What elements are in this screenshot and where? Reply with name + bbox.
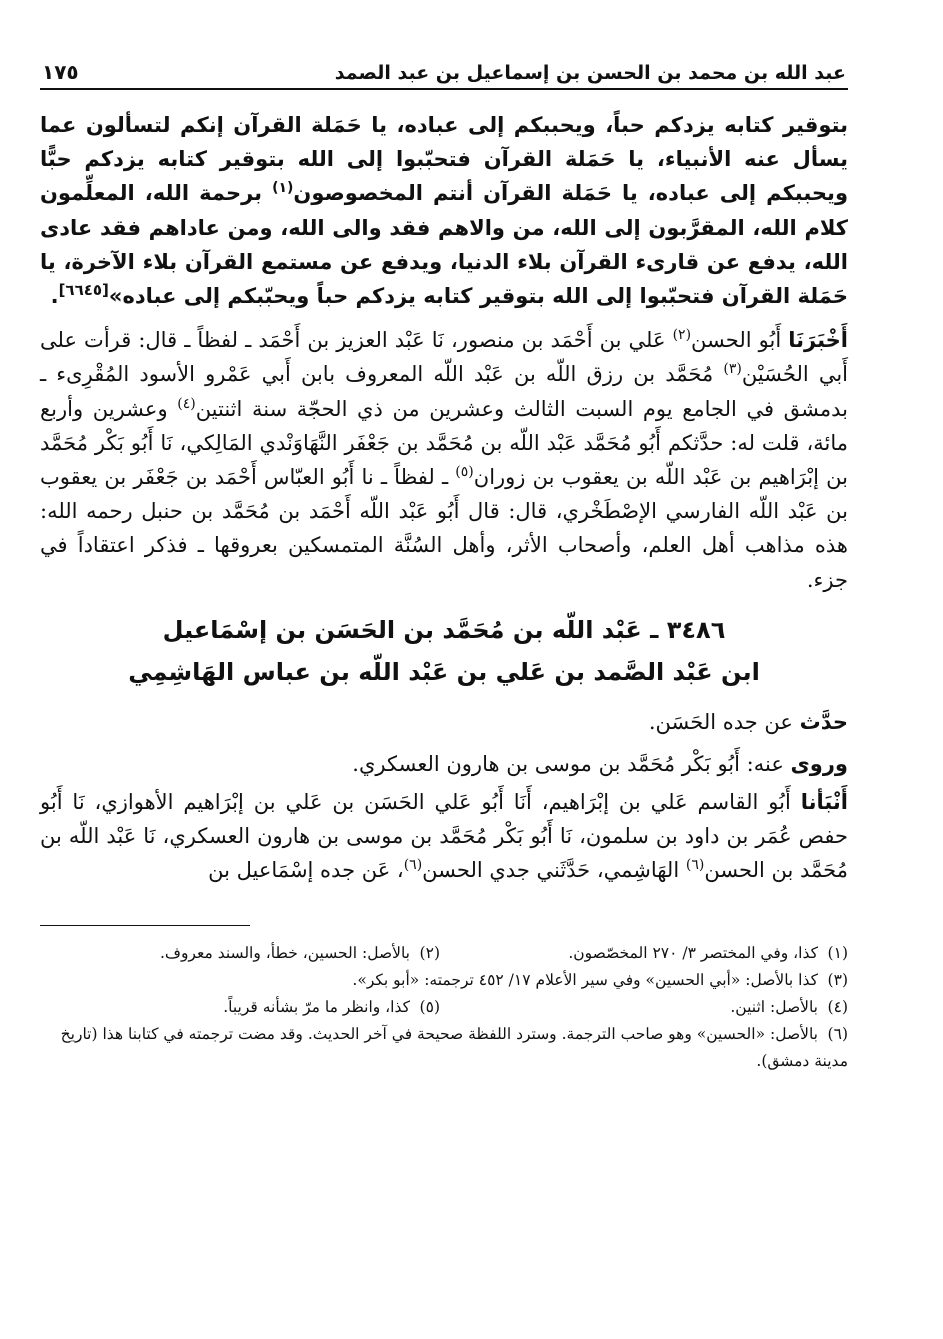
paragraph-lead-word: حدَّث — [799, 709, 848, 734]
paragraph-text: مُحَمَّد بن رزق اللّه بن عَبْد اللّه المعروف بابن أَبي عَمْرو الأسود المُقْرِىء ـ بدمشق في الجامع يوم السبت الثالث وعشرين من ذي الحجّة سنة اثنتين — [40, 362, 848, 421]
footnote-row — [40, 994, 848, 1021]
footnote-5 — [40, 994, 440, 1021]
heading-line-2: ابن عَبْد الصَّمد بن عَلي بن عَبْد اللّه بن عباس الهَاشِمِي — [128, 657, 760, 686]
running-header — [40, 50, 848, 90]
footnote-number: (٢) — [419, 944, 440, 963]
paragraph-lead-word: أَخْبَرَنَا — [788, 328, 848, 353]
hadith-reference-number: [٦٦٤٥] — [58, 281, 109, 300]
narrated-by-line — [40, 743, 848, 785]
narrated-from-line — [40, 701, 848, 743]
footnote-text: كذا بالأصل: «أبي الحسين» وفي سير الأعلام ١٧/ ٤٥٢ ترجمته: «أبو بكر». — [352, 971, 818, 990]
paragraph-text: الهَاشِمي، حَدَّثَني جدي الحسن — [422, 858, 680, 883]
paragraph-text: عَلي بن أَحْمَد بن منصور، نَا عَبْد العزيز بن أَحْمَد ـ لفظاً ـ قال: قرأت على أَبي الحُسَيْن — [40, 328, 849, 387]
footnote-1 — [448, 940, 848, 967]
footnote-number: (١) — [827, 944, 848, 963]
paragraph-text: ـ لفظاً ـ نا أَبُو العبّاس أَحْمَد بن جَعْفَر بن يعقوب بن عَبْد اللّه الفارسي الإصْطَخْري، قال: قال أَبُو عَبْد اللّه أَحْمَد بن مُحَمَّد بن حنبل رحمه الله: هذه مذاهب أهل العلم، وأصحاب الأثر، وأهل السُنَّة المتمسكين بعروقها ـ فذكر اعتقاداً في جزء. — [40, 465, 848, 592]
hadith-continuation-paragraph — [40, 108, 848, 313]
footnote-marker: (٣) — [723, 361, 742, 378]
footnote-marker: (٦) — [685, 857, 705, 874]
heading-line-1: ٣٤٨٦ ـ عَبْد اللّه بن مُحَمَّد بن الحَسَن بن إسْمَاعيل — [162, 615, 726, 644]
paragraph-end: . — [50, 284, 59, 309]
footnote-text: بالأصل: الحسين، خطأ، والسند معروف. — [159, 944, 410, 963]
biography-entry-heading — [40, 609, 848, 693]
page-body — [40, 108, 848, 1075]
footnote-number: (٦) — [827, 1025, 848, 1044]
book-page — [40, 50, 848, 1075]
paragraph-text: أَبُو الحسن — [691, 328, 782, 353]
paragraph-text: عنه: أَبُو بَكْر مُحَمَّد بن موسى بن هارون العسكري. — [352, 751, 784, 776]
paragraph-lead-word: وروى — [790, 751, 848, 776]
footnote-marker: (٢) — [672, 327, 692, 344]
footnote-row — [40, 940, 848, 967]
header-title: عبد الله بن محمد بن الحسن بن إسماعيل بن عبد الصمد — [334, 62, 846, 84]
paragraph-text: بتوقير كتابه يزدكم حباً، ويحببكم إلى عباده، يا حَمَلة القرآن إنكم لتسألون عما يسأل عنه الأنبياء، يا حَمَلة القرآن فتحبّبوا إلى الله بتوقير كتابه يزدكم حبًّا ويحببكم إلى عباده، يا حَمَلة القرآن أنتم المخصوصون — [40, 113, 848, 206]
page-number: ١٧٥ — [42, 60, 79, 84]
paragraph-text: أَبُو القاسم عَلي بن إبْرَاهيم، أَنَا أَبُو عَلي الحَسَن بن عَلي بن إبْرَاهيم الأهوازي، نَا أَبُو حفص عُمَر بن داود بن سلمون، نَا أَبُو بَكْر مُحَمَّد بن موسى بن هارون العسكري، نَا عَبْد اللّه بن مُحَمَّد بن الحسن — [40, 789, 848, 883]
footnote-text: بالأصل: «الحسين» وهو صاحب الترجمة. وسترد اللفظة صحيحة في آخر الحديث. وقد مضت ترجمته في كتابنا هذا (تاريخ مدينة دمشق). — [60, 1025, 848, 1071]
footnotes — [40, 936, 848, 1075]
paragraph-text: برحمة الله، المعلِّمون كلام الله، المقرَّبون إلى الله، من والاهم فقد والى الله، ومن عاداهم فقد عادى الله، يدفع عن قارىء القرآن بلاء الدنيا، ويدفع عن مستمع القرآن بلاء الآخرة، يا حَمَلة القرآن فتحبّبوا إلى الله بتوقير كتابه يزدكم حباً ويحبّبكم إلى عباده» — [40, 181, 848, 309]
footnote-3 — [40, 967, 848, 994]
footnote-text: كذا، وانظر ما مرّ بشأنه قريباً. — [223, 998, 410, 1017]
footnote-text: بالأصل: اثنين. — [730, 998, 818, 1017]
footnote-number: (٥) — [419, 998, 440, 1017]
isnad-paragraph — [40, 323, 848, 597]
footnote-4 — [448, 994, 848, 1021]
footnote-2 — [40, 940, 440, 967]
paragraph-text: ، عَن جده إسْمَاعيل بن — [208, 858, 404, 883]
footnote-number: (٣) — [827, 971, 848, 990]
footnote-marker: (١) — [272, 180, 294, 197]
footnote-divider — [40, 925, 250, 926]
footnote-marker: (٤) — [177, 395, 196, 412]
paragraph-lead-word: أَنْبَأنا — [800, 789, 848, 814]
paragraph-text: عن جده الحَسَن. — [648, 709, 793, 734]
footnote-marker: (٦) — [403, 857, 423, 874]
footnote-6 — [40, 1021, 848, 1075]
footnote-marker: (٥) — [455, 464, 474, 481]
paragraph-text: وعشرين وأربع مائة، قلت له: حدَّثكم أَبُو مُحَمَّد عَبْد اللّه بن مُحَمَّد بن جَعْفَر النَّهَاوَنْدي المَالِكي، نَا أَبُو بَكْر مُحَمَّد بن إبْرَاهيم بن عَبْد اللّه بن يعقوب بن زوران — [40, 396, 848, 490]
footnote-text: كذا، وفي المختصر ٣/ ٢٧٠ المخصّصون. — [568, 944, 818, 963]
isnad-paragraph-2 — [40, 785, 848, 888]
footnote-number: (٤) — [827, 998, 848, 1017]
